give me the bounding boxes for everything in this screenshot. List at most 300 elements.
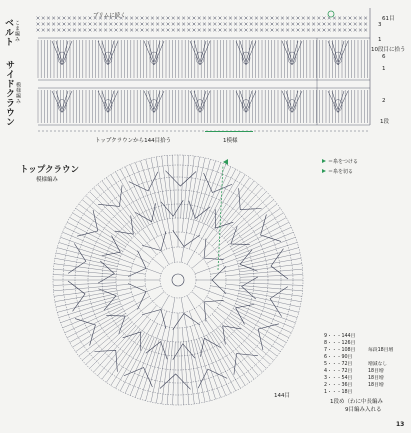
table-cell-count: 7・・・108目 [324,348,356,353]
sc-stitch [42,23,45,26]
crown-stitch [82,200,164,269]
row-label-10th: 10段目に拾う [371,47,406,53]
crown-stitch [53,283,116,286]
sc-stitch [224,29,227,32]
fan-motif [332,41,344,62]
page-number: 13 [396,421,405,428]
repeat-marker [205,131,253,132]
row-label-3: 3 [378,22,382,28]
sc-stitch [193,17,196,20]
table-cell-note: 毎段18目増 [368,348,394,353]
crown-stitch [146,326,166,400]
crown-fan [146,342,167,360]
sc-stitch [47,17,50,20]
crown-fan [142,309,166,328]
crown-fan [200,338,220,356]
sc-stitch [42,29,45,32]
belt-title: ベルト [3,18,13,47]
sc-stitch [198,17,201,20]
sc-stitch [343,23,346,26]
sc-stitch [302,17,305,20]
sc-stitch [193,23,196,26]
crown-fan [77,210,98,236]
crown-stitch [189,311,220,397]
sc-stitch [359,23,362,26]
crown-stitch [56,253,118,267]
sc-stitch [47,23,50,26]
sc-stitch [271,17,274,20]
crown-stitch [73,213,126,247]
fan-motif [194,91,206,110]
sc-stitch [130,17,133,20]
crown-stitch [82,292,164,361]
crown-stitch [125,324,158,394]
table-cell-note: 18目増 [368,369,384,374]
crown-stitch [227,204,277,242]
sc-stitch [213,23,216,26]
crown-fan [271,249,288,279]
pickup-note: トップクラウンから144目拾う [95,138,172,144]
crown-stitch [57,292,131,312]
row-label-1: 1 [378,37,382,43]
crown-stitch [73,313,126,347]
crown-fan [98,289,115,311]
sc-stitch [239,17,242,20]
sc-stitch [234,23,237,26]
table-footnote-1: 1段め（わに中長編み [330,399,383,405]
sc-stitch [291,17,294,20]
sc-stitch [276,23,279,26]
table-cell-count: 1・・・18目 [324,390,353,395]
crown-stitch [212,314,266,368]
row-label-6: 6 [382,54,386,60]
crown-stitch [173,155,176,218]
sc-stitch [68,23,71,26]
table-cell-count: 3・・・54目 [324,376,353,381]
crown-stitch [222,300,292,333]
sc-stitch [276,17,279,20]
sc-stitch [37,23,40,26]
sc-stitch [63,17,66,20]
attach-yarn-icon [322,159,326,163]
sc-stitch [89,17,92,20]
table-cell-note: 18目増 [368,376,384,381]
sc-stitch [151,29,154,32]
sc-stitch [297,29,300,32]
fan-motif [56,41,68,62]
sc-stitch [338,17,341,20]
table-cell-count: 8・・・126目 [324,341,356,346]
sc-stitch [312,23,315,26]
sc-stitch [203,17,206,20]
crown-fan [128,283,146,309]
crown-stitch [227,318,277,356]
crown-fan [258,324,279,350]
sc-stitch [260,17,263,20]
crown-fan [215,209,233,228]
crown-stitch [53,269,130,276]
sc-stitch [187,17,190,20]
crown-stitch [53,275,116,278]
crown-stitch [224,292,298,312]
sc-stitch [78,29,81,32]
sc-stitch [219,17,222,20]
row-label-1st: 1段 [380,119,389,125]
crown-stitch [102,181,140,231]
sc-stitch [333,17,336,20]
sc-stitch [281,17,284,20]
sc-stitch [297,17,300,20]
crown-fan [124,367,152,386]
sc-stitch [83,29,86,32]
sc-stitch [364,29,367,32]
table-cell-count: 6・・・90目 [324,355,353,360]
sc-stitch [146,23,149,26]
crown-fan [128,251,146,277]
sc-stitch [260,29,263,32]
sc-stitch [141,29,144,32]
crown-fan [198,369,227,388]
sc-stitch [250,29,253,32]
belt-subtitle: こま編み [14,20,20,42]
table-row [324,339,406,346]
sc-stitch [73,17,76,20]
sc-stitch [333,29,336,32]
legend-attach: ＝糸をつける [322,158,358,165]
sc-stitch [317,17,320,20]
sc-stitch [94,23,97,26]
sc-stitch [364,23,367,26]
sc-stitch [307,23,310,26]
fan-motif [332,91,344,110]
sc-stitch [167,23,170,26]
crown-stitch [151,158,165,220]
stitch-count-table [324,332,406,395]
crown-fan [68,281,85,311]
sc-stitch [302,29,305,32]
crown-fan [68,243,86,273]
crown-stitch [207,297,287,343]
sc-stitch [312,29,315,32]
sc-stitch [167,29,170,32]
crown-stitch [222,227,292,260]
repeat-note: 1模様 [223,138,238,144]
crown-stitch [191,158,205,220]
sc-stitch [239,23,242,26]
crown-stitch [224,248,298,268]
table-row [324,381,406,388]
sc-stitch [229,29,232,32]
fan-motif [194,41,206,62]
sc-stitch [125,23,128,26]
row-label-1b: 1 [382,66,386,72]
sc-stitch [307,29,310,32]
sc-stitch [302,23,305,26]
sc-stitch [115,29,118,32]
sc-stitch [63,29,66,32]
sc-stitch [328,23,331,26]
sc-stitch [312,17,315,20]
sc-stitch [78,23,81,26]
sc-stitch [141,23,144,26]
sc-stitch [63,23,66,26]
table-cell-note: 18目増 [368,383,384,388]
sc-stitch [234,29,237,32]
sc-stitch [172,23,175,26]
sc-stitch [99,23,102,26]
crown-stitch [211,175,245,228]
sc-stitch [281,29,284,32]
sc-stitch [245,23,248,26]
sc-stitch [250,23,253,26]
table-row [324,353,406,360]
crown-stitch [173,342,176,405]
sc-stitch [52,23,55,26]
sc-stitch [47,29,50,32]
crown-stitch [65,227,135,260]
sc-stitch [219,29,222,32]
sc-stitch [245,17,248,20]
sc-stitch [52,17,55,20]
sc-stitch [172,17,175,20]
sc-stitch [120,23,123,26]
crown-fan [234,354,258,375]
sc-stitch [177,17,180,20]
fan-motif [148,41,160,62]
crown-stitch [90,314,144,368]
crown-stitch [111,175,145,228]
sc-stitch [68,17,71,20]
sc-stitch [161,29,164,32]
sc-stitch [141,17,144,20]
table-row [324,332,406,339]
sc-stitch [349,29,352,32]
crown-stitch [53,284,130,291]
sc-stitch [354,17,357,20]
sc-stitch [156,29,159,32]
sc-stitch [193,29,196,32]
top-crown-title: トップクラウン [20,165,79,175]
crown-stitch [182,328,189,405]
crown-stitch [226,284,303,291]
table-footnote-2: 9目編み入れる [345,407,382,413]
crown-stitch [55,286,146,302]
sc-stitch [99,29,102,32]
sc-stitch [328,29,331,32]
start-segment [218,165,223,270]
crown-stitch [79,204,129,242]
sc-stitch [52,29,55,32]
sc-stitch [89,29,92,32]
sc-stitch [364,17,367,20]
sc-stitch [281,23,284,26]
sc-stitch [37,29,40,32]
sc-stitch [317,23,320,26]
sc-stitch [224,23,227,26]
sc-stitch [229,17,232,20]
table-row [324,374,406,381]
crown-stitch [212,192,266,246]
cut-yarn-icon [322,169,326,173]
sc-stitch [156,23,159,26]
crown-stitch [181,155,184,218]
sc-stitch [338,29,341,32]
sc-stitch [42,17,45,20]
sc-stitch [323,17,326,20]
sc-stitch [177,23,180,26]
table-cell-count: 2・・・36目 [324,383,353,388]
table-row [324,388,406,395]
sc-stitch [57,23,60,26]
sc-stitch [94,29,97,32]
crown-stitch [182,155,189,232]
crown-fan [135,203,155,221]
side-crown-subtitle: 模様編み [15,82,21,104]
sc-stitch [276,29,279,32]
magic-ring [172,274,184,286]
crown-fan [142,231,166,250]
crown-stitch [70,218,150,264]
crown-stitch [190,159,210,233]
crown-stitch [146,159,166,233]
crown-stitch [199,184,258,254]
fan-motif [148,91,160,110]
crown-stitch [240,283,303,286]
sc-stitch [208,17,211,20]
table-row [324,367,406,374]
sc-stitch [291,29,294,32]
crown-stitch [186,341,194,403]
sc-stitch [354,29,357,32]
sc-stitch [291,23,294,26]
sc-stitch [73,29,76,32]
sc-stitch [333,23,336,26]
start-marker-icon [328,11,334,17]
crown-stitch [125,167,158,237]
sc-stitch [198,23,201,26]
sc-stitch [343,17,346,20]
sc-stitch [73,23,76,26]
crown-stitch [190,326,210,400]
crown-stitch [167,328,174,405]
sc-stitch [203,29,206,32]
crown-fan [240,250,257,272]
sc-stitch [125,29,128,32]
crown-stitch [90,192,144,246]
sc-stitch [343,29,346,32]
crown-stitch [187,296,241,389]
sc-stitch [151,17,154,20]
crown-stitch [230,213,283,247]
table-row [324,360,406,367]
sc-stitch [104,23,107,26]
sc-stitch [250,17,253,20]
crown-bottom-count: 144目 [274,393,290,399]
crown-stitch [211,332,245,385]
fan-motif [102,41,114,62]
crown-stitch [167,155,174,232]
crown-fan [98,261,114,283]
sc-stitch [187,29,190,32]
crown-stitch [57,248,131,268]
sc-stitch [187,23,190,26]
sc-stitch [156,17,159,20]
top-crown-subtitle: 模様編み [36,177,59,183]
sc-stitch [57,29,60,32]
sc-stitch [177,29,180,32]
table-cell-count: 5・・・72目 [324,362,353,367]
sc-stitch [172,29,175,32]
sc-stitch [265,23,268,26]
sc-stitch [182,23,185,26]
sc-stitch [161,17,164,20]
sc-stitch [213,29,216,32]
fan-motif [102,91,114,110]
sc-stitch [213,17,216,20]
sc-stitch [229,23,232,26]
sc-stitch [359,29,362,32]
crown-fan [204,239,224,260]
sc-stitch [245,29,248,32]
fan-motif [56,91,68,110]
crown-fan [242,277,258,299]
sc-stitch [83,17,86,20]
sc-stitch [317,29,320,32]
sc-stitch [354,23,357,26]
crown-round [160,262,196,298]
crown-fan [189,201,210,219]
sc-stitch [208,29,211,32]
sc-stitch [182,17,185,20]
sc-stitch [120,29,123,32]
fan-motif [286,91,298,110]
sc-stitch [265,29,268,32]
crown-stitch [239,293,301,307]
sc-stitch [37,17,40,20]
crown-fan [129,172,158,191]
sc-stitch [255,17,258,20]
sc-stitch [297,23,300,26]
crown-stitch [111,332,145,385]
crown-stitch [198,167,231,237]
crown-stitch [102,329,140,379]
sc-stitch [135,23,138,26]
sc-stitch [109,29,112,32]
sc-stitch [130,29,133,32]
sc-stitch [135,29,138,32]
sc-stitch [109,23,112,26]
crown-stitch [186,156,194,218]
table-cell-note: 増減なし [368,362,388,367]
sc-stitch [78,17,81,20]
crown-stitch [151,341,165,403]
sc-stitch [219,23,222,26]
sc-stitch [203,23,206,26]
sc-stitch [161,23,164,26]
sc-stitch [208,23,211,26]
sc-stitch [286,29,289,32]
sc-stitch [239,29,242,32]
sc-stitch [198,29,201,32]
brim-note: ブリムに続く [93,13,126,19]
sc-stitch [349,17,352,20]
crown-fan [204,173,232,192]
sc-stitch [234,17,237,20]
sc-stitch [89,23,92,26]
sc-stitch [104,29,107,32]
table-cell-count: 9・・・144目 [324,334,356,339]
crown-stitch [240,275,303,278]
